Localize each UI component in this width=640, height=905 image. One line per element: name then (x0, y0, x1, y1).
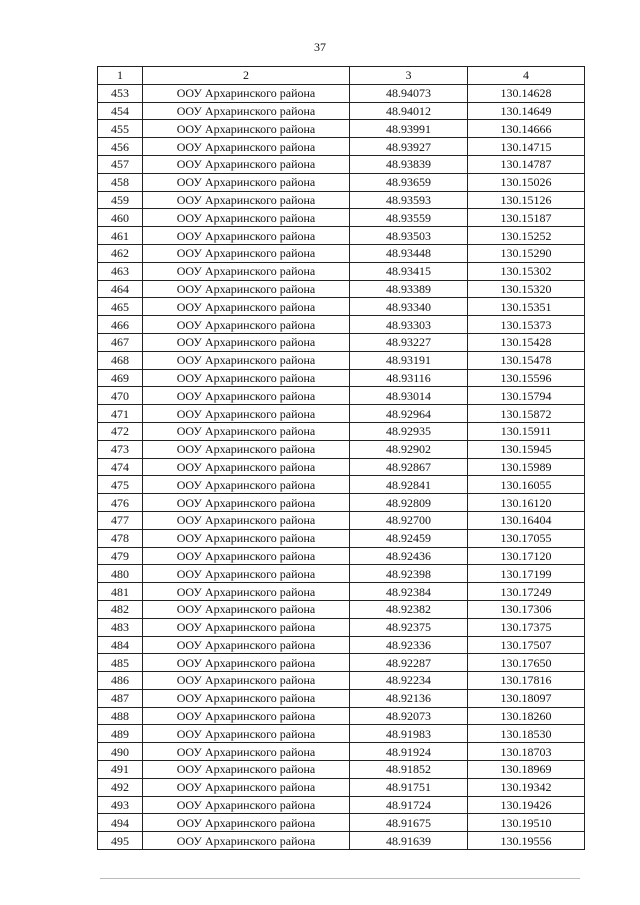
table-row (98, 618, 585, 636)
table-row (98, 440, 585, 458)
latitude-cell: 48.91639 (350, 832, 468, 850)
row-number-cell: 461 (98, 227, 143, 245)
longitude-cell: 130.19510 (468, 814, 585, 832)
row-number-cell: 485 (98, 654, 143, 672)
longitude-cell: 130.18969 (468, 761, 585, 779)
latitude-cell: 48.91983 (350, 725, 468, 743)
organization-cell: ООУ Архаринского района (143, 316, 350, 334)
latitude-cell: 48.93559 (350, 209, 468, 227)
organization-cell: ООУ Архаринского района (143, 672, 350, 690)
table-row (98, 494, 585, 512)
latitude-cell: 48.92136 (350, 689, 468, 707)
latitude-cell: 48.92700 (350, 511, 468, 529)
longitude-cell: 130.17375 (468, 618, 585, 636)
row-number-cell: 486 (98, 672, 143, 690)
organization-cell: ООУ Архаринского района (143, 405, 350, 423)
row-number-cell: 465 (98, 298, 143, 316)
latitude-cell: 48.93593 (350, 191, 468, 209)
row-number-cell: 477 (98, 511, 143, 529)
latitude-cell: 48.91852 (350, 761, 468, 779)
table-header-row (98, 67, 585, 85)
table-row (98, 173, 585, 191)
row-number-cell: 487 (98, 689, 143, 707)
latitude-cell: 48.92935 (350, 422, 468, 440)
latitude-cell: 48.93303 (350, 316, 468, 334)
organization-cell: ООУ Архаринского района (143, 173, 350, 191)
longitude-cell: 130.19426 (468, 796, 585, 814)
table-row (98, 262, 585, 280)
latitude-cell: 48.92375 (350, 618, 468, 636)
row-number-cell: 472 (98, 422, 143, 440)
row-number-cell: 483 (98, 618, 143, 636)
row-number-cell: 493 (98, 796, 143, 814)
organization-cell: ООУ Архаринского района (143, 814, 350, 832)
latitude-cell: 48.94012 (350, 102, 468, 120)
table-row (98, 387, 585, 405)
longitude-cell: 130.17249 (468, 583, 585, 601)
table-row (98, 796, 585, 814)
longitude-cell: 130.17120 (468, 547, 585, 565)
latitude-cell: 48.93389 (350, 280, 468, 298)
organization-cell: ООУ Архаринского района (143, 636, 350, 654)
organization-cell: ООУ Архаринского района (143, 618, 350, 636)
organization-cell: ООУ Архаринского района (143, 565, 350, 583)
longitude-cell: 130.15351 (468, 298, 585, 316)
organization-cell: ООУ Архаринского района (143, 244, 350, 262)
organization-cell: ООУ Архаринского района (143, 262, 350, 280)
longitude-cell: 130.18703 (468, 743, 585, 761)
row-number-cell: 480 (98, 565, 143, 583)
row-number-cell: 474 (98, 458, 143, 476)
organization-cell: ООУ Архаринского района (143, 725, 350, 743)
row-number-cell: 462 (98, 244, 143, 262)
table-row (98, 244, 585, 262)
longitude-cell: 130.17055 (468, 529, 585, 547)
bottom-divider (100, 878, 580, 879)
longitude-cell: 130.15187 (468, 209, 585, 227)
longitude-cell: 130.18530 (468, 725, 585, 743)
latitude-cell: 48.91924 (350, 743, 468, 761)
latitude-cell: 48.93227 (350, 333, 468, 351)
row-number-cell: 489 (98, 725, 143, 743)
longitude-cell: 130.14649 (468, 102, 585, 120)
row-number-cell: 494 (98, 814, 143, 832)
longitude-cell: 130.15596 (468, 369, 585, 387)
row-number-cell: 468 (98, 351, 143, 369)
longitude-cell: 130.19342 (468, 778, 585, 796)
table-row (98, 298, 585, 316)
organization-cell: ООУ Архаринского района (143, 280, 350, 298)
column-header-4: 4 (468, 67, 585, 85)
column-header-3: 3 (350, 67, 468, 85)
row-number-cell: 473 (98, 440, 143, 458)
longitude-cell: 130.14715 (468, 138, 585, 156)
longitude-cell: 130.15026 (468, 173, 585, 191)
row-number-cell: 488 (98, 707, 143, 725)
table-row (98, 120, 585, 138)
row-number-cell: 479 (98, 547, 143, 565)
latitude-cell: 48.92073 (350, 707, 468, 725)
table-row (98, 565, 585, 583)
table-row (98, 832, 585, 850)
latitude-cell: 48.92384 (350, 583, 468, 601)
table-row (98, 511, 585, 529)
longitude-cell: 130.16055 (468, 476, 585, 494)
latitude-cell: 48.92902 (350, 440, 468, 458)
organization-cell: ООУ Архаринского района (143, 832, 350, 850)
organization-cell: ООУ Архаринского района (143, 743, 350, 761)
latitude-cell: 48.93659 (350, 173, 468, 191)
table-row (98, 778, 585, 796)
row-number-cell: 459 (98, 191, 143, 209)
row-number-cell: 454 (98, 102, 143, 120)
longitude-cell: 130.15302 (468, 262, 585, 280)
table-row (98, 707, 585, 725)
organization-cell: ООУ Архаринского района (143, 707, 350, 725)
table-row (98, 209, 585, 227)
longitude-cell: 130.15945 (468, 440, 585, 458)
organization-cell: ООУ Архаринского района (143, 458, 350, 476)
row-number-cell: 469 (98, 369, 143, 387)
longitude-cell: 130.17816 (468, 672, 585, 690)
longitude-cell: 130.15373 (468, 316, 585, 334)
latitude-cell: 48.91751 (350, 778, 468, 796)
longitude-cell: 130.17306 (468, 600, 585, 618)
row-number-cell: 484 (98, 636, 143, 654)
row-number-cell: 476 (98, 494, 143, 512)
latitude-cell: 48.91724 (350, 796, 468, 814)
latitude-cell: 48.92809 (350, 494, 468, 512)
organization-cell: ООУ Архаринского района (143, 600, 350, 618)
table-row (98, 84, 585, 102)
longitude-cell: 130.18097 (468, 689, 585, 707)
table-row (98, 725, 585, 743)
table-row (98, 405, 585, 423)
latitude-cell: 48.93839 (350, 155, 468, 173)
table-row (98, 476, 585, 494)
row-number-cell: 453 (98, 84, 143, 102)
organization-cell: ООУ Архаринского района (143, 583, 350, 601)
table-row (98, 333, 585, 351)
longitude-cell: 130.15989 (468, 458, 585, 476)
column-header-2: 2 (143, 67, 350, 85)
row-number-cell: 482 (98, 600, 143, 618)
longitude-cell: 130.16120 (468, 494, 585, 512)
row-number-cell: 466 (98, 316, 143, 334)
latitude-cell: 48.92234 (350, 672, 468, 690)
latitude-cell: 48.92382 (350, 600, 468, 618)
longitude-cell: 130.15872 (468, 405, 585, 423)
organization-cell: ООУ Архаринского района (143, 369, 350, 387)
organization-cell: ООУ Архаринского района (143, 191, 350, 209)
organization-cell: ООУ Архаринского района (143, 494, 350, 512)
organization-cell: ООУ Архаринского района (143, 529, 350, 547)
table-row (98, 529, 585, 547)
latitude-cell: 48.94073 (350, 84, 468, 102)
row-number-cell: 455 (98, 120, 143, 138)
latitude-cell: 48.93014 (350, 387, 468, 405)
row-number-cell: 458 (98, 173, 143, 191)
table-row (98, 138, 585, 156)
table-row (98, 743, 585, 761)
table-body (98, 84, 585, 849)
longitude-cell: 130.15911 (468, 422, 585, 440)
latitude-cell: 48.93991 (350, 120, 468, 138)
row-number-cell: 456 (98, 138, 143, 156)
row-number-cell: 457 (98, 155, 143, 173)
coordinates-table (97, 66, 585, 850)
table-row (98, 761, 585, 779)
column-header-1: 1 (98, 67, 143, 85)
row-number-cell: 471 (98, 405, 143, 423)
table-row (98, 155, 585, 173)
table-row (98, 102, 585, 120)
latitude-cell: 48.93503 (350, 227, 468, 245)
organization-cell: ООУ Архаринского района (143, 440, 350, 458)
row-number-cell: 492 (98, 778, 143, 796)
row-number-cell: 491 (98, 761, 143, 779)
organization-cell: ООУ Архаринского района (143, 761, 350, 779)
page-number: 37 (314, 40, 326, 54)
longitude-cell: 130.16404 (468, 511, 585, 529)
table-row (98, 369, 585, 387)
organization-cell: ООУ Архаринского района (143, 387, 350, 405)
table-row (98, 351, 585, 369)
organization-cell: ООУ Архаринского района (143, 511, 350, 529)
row-number-cell: 478 (98, 529, 143, 547)
organization-cell: ООУ Архаринского района (143, 138, 350, 156)
latitude-cell: 48.92459 (350, 529, 468, 547)
latitude-cell: 48.93927 (350, 138, 468, 156)
table-row (98, 316, 585, 334)
row-number-cell: 467 (98, 333, 143, 351)
latitude-cell: 48.92336 (350, 636, 468, 654)
organization-cell: ООУ Архаринского района (143, 476, 350, 494)
table-row (98, 636, 585, 654)
table-row (98, 547, 585, 565)
longitude-cell: 130.17507 (468, 636, 585, 654)
organization-cell: ООУ Архаринского района (143, 796, 350, 814)
longitude-cell: 130.17199 (468, 565, 585, 583)
latitude-cell: 48.92841 (350, 476, 468, 494)
latitude-cell: 48.92436 (350, 547, 468, 565)
longitude-cell: 130.15794 (468, 387, 585, 405)
table-row (98, 654, 585, 672)
row-number-cell: 464 (98, 280, 143, 298)
longitude-cell: 130.14666 (468, 120, 585, 138)
latitude-cell: 48.93191 (350, 351, 468, 369)
row-number-cell: 460 (98, 209, 143, 227)
longitude-cell: 130.17650 (468, 654, 585, 672)
longitude-cell: 130.15428 (468, 333, 585, 351)
table-row (98, 280, 585, 298)
organization-cell: ООУ Архаринского района (143, 778, 350, 796)
longitude-cell: 130.14628 (468, 84, 585, 102)
organization-cell: ООУ Архаринского района (143, 333, 350, 351)
table-row (98, 600, 585, 618)
longitude-cell: 130.15252 (468, 227, 585, 245)
organization-cell: ООУ Архаринского района (143, 209, 350, 227)
organization-cell: ООУ Архаринского района (143, 351, 350, 369)
table-row (98, 227, 585, 245)
organization-cell: ООУ Архаринского района (143, 84, 350, 102)
longitude-cell: 130.18260 (468, 707, 585, 725)
latitude-cell: 48.92964 (350, 405, 468, 423)
organization-cell: ООУ Архаринского района (143, 102, 350, 120)
table-row (98, 814, 585, 832)
organization-cell: ООУ Архаринского района (143, 689, 350, 707)
longitude-cell: 130.15478 (468, 351, 585, 369)
longitude-cell: 130.15126 (468, 191, 585, 209)
row-number-cell: 463 (98, 262, 143, 280)
longitude-cell: 130.15290 (468, 244, 585, 262)
latitude-cell: 48.93415 (350, 262, 468, 280)
organization-cell: ООУ Архаринского района (143, 654, 350, 672)
table-row (98, 422, 585, 440)
longitude-cell: 130.15320 (468, 280, 585, 298)
latitude-cell: 48.92287 (350, 654, 468, 672)
row-number-cell: 481 (98, 583, 143, 601)
longitude-cell: 130.14787 (468, 155, 585, 173)
longitude-cell: 130.19556 (468, 832, 585, 850)
latitude-cell: 48.93340 (350, 298, 468, 316)
organization-cell: ООУ Архаринского района (143, 547, 350, 565)
organization-cell: ООУ Архаринского района (143, 120, 350, 138)
organization-cell: ООУ Архаринского района (143, 422, 350, 440)
latitude-cell: 48.91675 (350, 814, 468, 832)
row-number-cell: 470 (98, 387, 143, 405)
row-number-cell: 475 (98, 476, 143, 494)
latitude-cell: 48.92867 (350, 458, 468, 476)
table-row (98, 689, 585, 707)
organization-cell: ООУ Архаринского района (143, 227, 350, 245)
table-row (98, 191, 585, 209)
latitude-cell: 48.92398 (350, 565, 468, 583)
latitude-cell: 48.93448 (350, 244, 468, 262)
organization-cell: ООУ Архаринского района (143, 155, 350, 173)
organization-cell: ООУ Архаринского района (143, 298, 350, 316)
table-row (98, 583, 585, 601)
table-row (98, 458, 585, 476)
row-number-cell: 495 (98, 832, 143, 850)
row-number-cell: 490 (98, 743, 143, 761)
table-row (98, 672, 585, 690)
latitude-cell: 48.93116 (350, 369, 468, 387)
